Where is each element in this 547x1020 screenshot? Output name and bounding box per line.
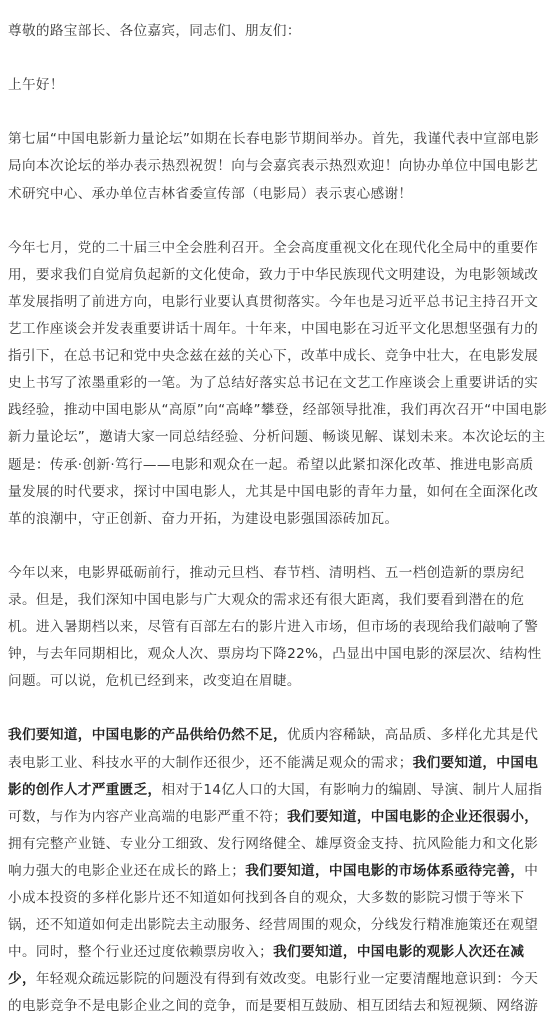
text-line: 革的浪潮中，守正创新、奋力开拓，为建设电影强国添砖加瓦。 xyxy=(8,510,399,527)
text-line: 的 电 影 竞 争 不 是 电 影 企 业 之 间 的 竞 争 ， 而 是 要 相 互 鼓 励 、 相 互 团 结 去 和 短 视 频 、 网 络 游 xyxy=(8,998,539,1015)
paragraph-gap xyxy=(8,695,521,722)
salutation: 尊敬的路宝部长、各位嘉宾，同志们、朋友们： xyxy=(8,23,301,39)
paragraph-market xyxy=(8,560,542,695)
text-line: 今 年 以 来 ， 电 影 界 砥 砺 前 行 ， 推 动 元 旦 档 、 春 节 档 、 清 明 档 、 五 一 档 创 造 新 的 票 房 纪 xyxy=(8,564,525,581)
text-line: 史 上 书 写 了 浓 墨 重 彩 的 一 笔 。 为 了 总 结 好 落 实 总 书 记 在 文 艺 工 作 座 谈 会 上 重 要 讲 话 的 实 xyxy=(8,375,539,392)
speech-article xyxy=(8,0,547,1020)
text-line: 局 向 本 次 论 坛 的 举 办 表 示 热 烈 祝 贺 ！ 向 与 会 嘉 宾 表 示 热 烈 欢 迎 ！ 向 协 办 单 位 中 国 电 影 艺 xyxy=(8,158,539,175)
text-line: 录 。 但 是 ， 我 们 深 知 中 国 电 影 与 广 大 观 众 的 需 求 还 有 很 大 距 离 ， 我 们 要 看 到 潜 在 的 危 xyxy=(8,591,525,608)
paragraph-gap xyxy=(8,45,521,72)
text-line: 锅 ， 还 不 知 道 如 何 走 出 影 院 去 主 动 服 务 、 经 营 周 围 的 观 众 ， 分 线 发 行 精 准 施 策 还 在 观 望 xyxy=(8,917,539,934)
text-line: 影 的 创 作 人 才 严 重 匮 乏 ， 相 对 于 1 4 亿 人 口 的 大 国 ， 有 影 响 力 的 编 剧 、 导 演 、 制 片 人 屈 指 xyxy=(8,781,543,798)
paragraph-gap xyxy=(8,99,521,126)
text-line: 术研究中心、承办单位吉林省委宣传部（电影局）表示衷心感谢！ xyxy=(8,185,413,202)
text-line: 量 发 展 的 时 代 要 求 ， 探 讨 中 国 电 影 人 ， 尤 其 是 中 国 电 影 的 青 年 力 量 ， 如 何 在 全 面 深 化 改 xyxy=(8,483,539,500)
paragraph-context xyxy=(8,235,547,533)
text-line: 少 ， 年 轻 观 众 疏 远 影 院 的 问 题 没 有 得 到 有 效 改 变 。 电 影 行 业 一 定 要 清 醒 地 意 识 到 ： 今 天 xyxy=(8,971,539,988)
text-line: 响 力 强 大 的 电 影 企 业 还 在 成 长 的 路 上 ； 我 们 要 知 道 ， 中 国 电 影 的 市 场 体 系 亟 待 完 善 ， 中 xyxy=(8,862,539,879)
paragraph-challenges xyxy=(8,722,543,1020)
greeting: 上午好！ xyxy=(8,77,64,94)
text-line: 小 成 本 投 资 的 多 样 化 影 片 还 不 知 道 如 何 找 到 各 自 的 观 众 ， 大 多 数 的 影 院 习 惯 于 等 米 下 xyxy=(8,890,525,906)
text-line: 革 发 展 指 明 了 前 进 方 向 ， 电 影 行 业 要 认 真 贯 彻 落 实 。 今 年 也 是 习 近 平 总 书 记 主 持 召 开 文 xyxy=(8,293,539,310)
text-line: 拥 有 完 整 产 业 链 、 专 业 分 工 细 致 、 发 行 网 络 健 全 、 雄 厚 资 金 支 持 、 抗 风 险 能 力 和 文 化 影 xyxy=(8,835,539,852)
text-line: 问题。可以说，危机已经到来，改变迫在眉睫。 xyxy=(8,673,301,690)
text-line: 可 数 ， 与 作 为 内 容 产 业 高 端 的 电 影 严 重 不 符 ； 我 们 要 知 道 ， 中 国 电 影 的 企 业 还 很 弱 小 ， xyxy=(8,808,539,825)
text-line: 机 。 进 入 暑 期 档 以 来 ， 尽 管 有 百 部 左 右 的 影 片 进 入 市 场 ， 但 市 场 的 表 现 给 我 们 敲 响 了 警 xyxy=(8,619,539,636)
paragraph-gap xyxy=(8,533,521,560)
text-line: 中 。 同 时 ， 整 个 行 业 还 过 度 依 赖 票 房 收 入 ； 我 们 要 知 道 ， 中 国 电 影 的 观 影 人 次 还 在 减 xyxy=(8,944,525,961)
text-line: 新 力 量 论 坛 ” ， 邀 请 大 家 一 同 总 结 经 验 、 分 析 问 题 、 畅 谈 见 解 、 谋 划 未 来 。 本 次 论 坛 的 主 xyxy=(8,429,546,446)
text-line: 题 是 ： 传 承 · 创 新 · 笃 行 — — 电 影 和 观 众 在 一 起 。 希 望 以 此 紧 扣 深 化 改 革 、 推 进 电 影 高 质 xyxy=(8,456,534,473)
text-line: 践 经 验 ， 推 动 中 国 电 影 从 “ 高 原 ” 向 “ 高 峰 ” 攀 登 ， 经 部 领 导 批 准 ， 我 们 再 次 召 开 “ 中 国 电 影 xyxy=(8,402,547,419)
text-line: 我 们 要 知 道 ， 中 国 电 影 的 产 品 供 给 仍 然 不 足 ， 优 质 内 容 稀 缺 ， 高 品 质 、 多 样 化 尤 其 是 代 xyxy=(8,727,539,744)
paragraph-gap xyxy=(8,208,521,235)
text-line: 用 ， 要 求 我 们 自 觉 肩 负 起 新 的 文 化 使 命 ， 致 力 于 中 华 民 族 现 代 文 明 建 设 ， 为 电 影 领 域 改 xyxy=(8,266,539,283)
text-line: 指 引 下 ， 在 总 书 记 和 党 中 央 念 兹 在 兹 的 关 心 下 ， 改 革 中 成 长 、 竞 争 中 壮 大 ， 在 电 影 发 展 xyxy=(8,348,539,365)
text-line: 表 电 影 工 业 、 科 技 水 平 的 大 制 作 还 很 少 ， 还 不 能 满 足 观 众 的 需 求 ； 我 们 要 知 道 ， 中 国 电 xyxy=(8,754,539,771)
text-line: 钟 ， 与 去 年 同 期 相 比 ， 观 众 人 次 、 票 房 均 下 降 2 2 % ， 凸 显 出 中 国 电 影 的 深 层 次 、 结 构 性 xyxy=(8,646,542,663)
text-line: 艺 工 作 座 谈 会 并 发 表 重 要 讲 话 十 周 年 。 十 年 来 ， 中 国 电 影 在 习 近 平 文 化 思 想 坚 强 有 力 的 xyxy=(8,321,539,338)
text-line: 第 七 届 “ 中 国 电 影 新 力 量 论 坛 ” 如 期 在 长 春 电 影 节 期 间 举 办 。 首 先 ， 我 谨 代 表 中 宣 部 电 影 xyxy=(8,131,540,148)
text-line: 今 年 七 月 ， 党 的 二 十 届 三 中 全 会 胜 利 召 开 。 全 会 高 度 重 视 文 化 在 现 代 化 全 局 中 的 重 要 作 xyxy=(8,239,539,256)
paragraph-opening xyxy=(8,126,540,207)
